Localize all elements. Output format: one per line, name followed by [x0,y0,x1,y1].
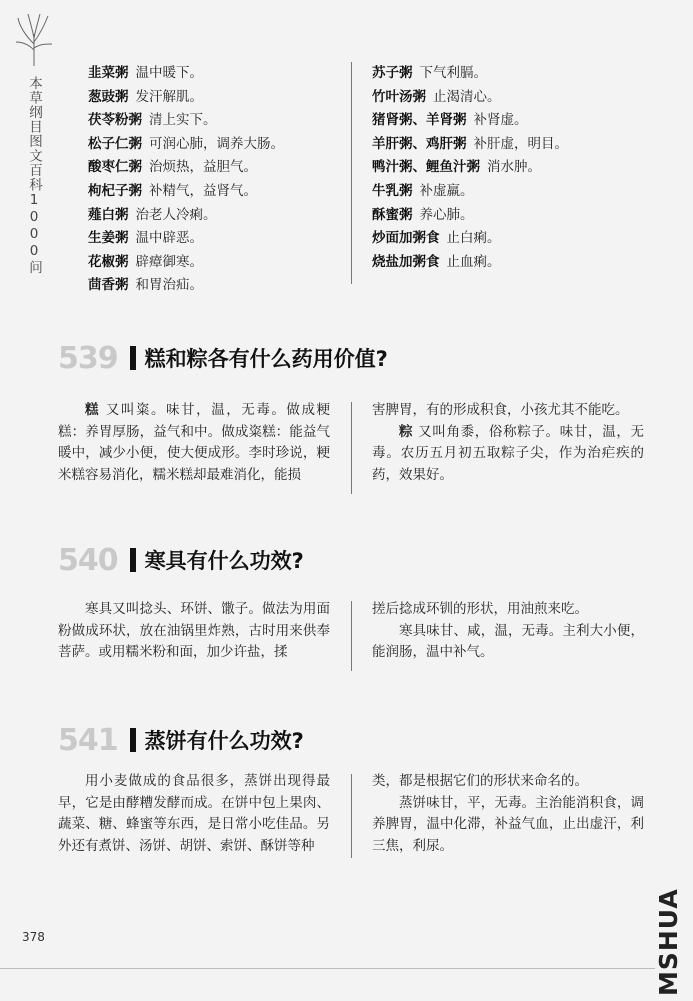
list-item: 茯苓粉粥 清上实下。 [88,112,217,129]
list-item: 茴香粥 和胃治疝。 [88,277,203,294]
list-item: 炒面加粥食 止白痢。 [372,230,501,247]
book-title: 本草纲目图文百科1000问 [26,76,42,275]
section-number: 539 [58,340,118,376]
section-heading-539 [58,338,388,378]
section-541-right-text: 类，都是根据它们的形状来命名的。 蒸饼味甘，平，无毒。主治能消积食，调养脾胃，温中化滞，补益气血，止出虚汗，利三焦，利尿。 [372,773,644,854]
section-title: 糕和粽各有什么药用价值? [144,347,388,371]
section-540-left-text: 寒具又叫捻头、环饼、馓子。做法为用面粉做成环状，放在油锅里炸熟，古时用来供奉菩萨。或用糯米粉和面，加少许盐，揉 [58,601,330,660]
section-539-left-text: 糕 又叫粢。味甘，温，无毒。做成粳糕：养胃厚肠，益气和中。做成粢糕：能益气暖中，减少小便，使大便成形。李时珍说，粳米糕容易消化，糯米糕却最难消化，能损 [58,402,330,483]
section-540-right-text: 搓后捻成环钏的形状，用油煎来吃。 寒具味甘、咸，温，无毒。主利大小便，能润肠，温中补气。 [372,601,644,660]
page-number: 378 [22,930,45,944]
list-item: 羊肝粥、鸡肝粥 补肝虚，明目。 [372,135,568,152]
section-number: 540 [58,542,118,578]
list-item: 花椒粥 辟瘴御寒。 [88,253,203,270]
list-item: 猪肾粥、羊肾粥 补肾虚。 [372,112,528,129]
section-title: 寒具有什么功效? [144,549,304,573]
column-divider [351,62,352,284]
footer-rule [0,968,655,969]
porridge-list-left [88,62,284,298]
list-item: 竹叶汤粥 止渴清心。 [372,88,501,105]
heading-bar [130,346,136,370]
list-item: 酸枣仁粥 治烦热，益胆气。 [88,159,257,176]
list-item: 酥蜜粥 养心肺。 [372,206,474,223]
list-item: 牛乳粥 补虚羸。 [372,182,474,199]
section-title: 蒸饼有什么功效? [144,729,304,753]
section-541-left-text: 用小麦做成的食品很多，蒸饼出现得最早，它是由酵糟发酵而成。在饼中包上果肉、蔬菜、糖、蜂蜜等东西，是日常小吃佳品。另外还有煮饼、汤饼、胡饼、索饼、酥饼等种 [58,773,330,854]
column-divider [351,402,352,494]
section-539-right-text: 害脾胃，有的形成积食，小孩尤其不能吃。 粽 又叫角黍，俗称粽子。味甘，温，无毒。农历五月初五取粽子尖，作为治疟疾的药，效果好。 [372,402,645,483]
section-number: 541 [58,722,118,758]
section-heading-540 [58,540,304,580]
list-item: 松子仁粥 可润心肺，调养大肠。 [88,135,284,152]
list-item: 烧盐加粥食 止血痢。 [372,253,501,270]
list-item: 韭菜粥 温中暖下。 [88,65,203,81]
porridge-list-right [372,62,568,274]
column-divider [351,601,352,671]
heading-bar [130,548,136,572]
column-divider [351,774,352,858]
list-item: 鸭汁粥、鲤鱼汁粥 消水肿。 [372,159,541,176]
list-item: 葱豉粥 发汗解肌。 [88,88,203,105]
watermark: MSHUA [654,888,683,996]
list-item: 生姜粥 温中辟恶。 [88,230,203,247]
list-item: 薤白粥 治老人冷痢。 [88,206,217,223]
list-item: 枸杞子粥 补精气，益肾气。 [88,182,257,199]
plant-logo-icon [14,14,54,66]
list-item: 苏子粥 下气利膈。 [372,65,487,81]
heading-bar [130,728,136,752]
section-heading-541 [58,720,304,760]
